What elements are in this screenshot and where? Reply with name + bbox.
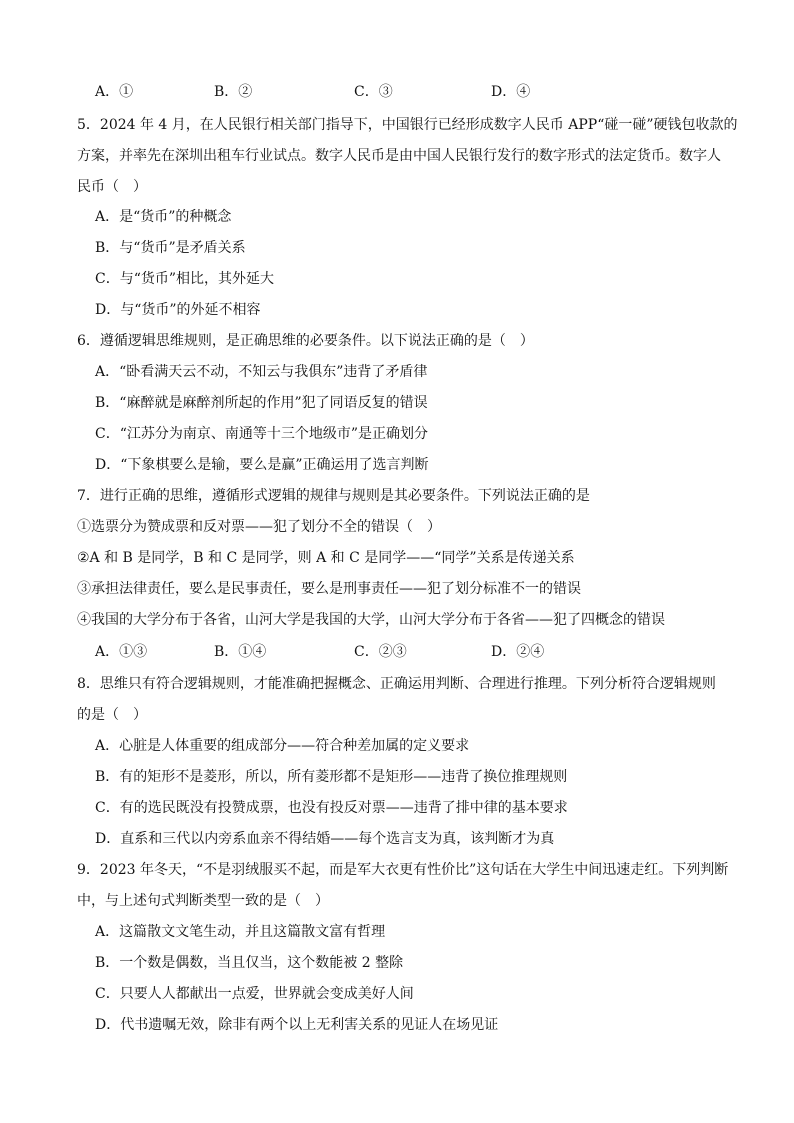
q6-option-b: B．“麻醉就是麻醉剂所起的作用”犯了同语反复的错误 — [95, 395, 428, 411]
q9-option-c: C．只要人人都献出一点爱，世界就会变成美好人间 — [95, 986, 414, 1002]
q7-statement-2: ②A 和 B 是同学，B 和 C 是同学，则 A 和 C 是同学——“同学”关系是传递关系 — [77, 550, 575, 566]
q7-option-c: C．②③ — [354, 644, 407, 660]
q5-option-b: B．与“货币”是矛盾关系 — [95, 240, 246, 256]
q4-option-b: B．② — [214, 84, 253, 100]
q7-statement-4: ④我国的大学分布于各省，山河大学是我国的大学，山河大学分布于各省——犯了四概念的错误 — [77, 612, 665, 628]
q8-option-c: C．有的选民既没有投赞成票，也没有投反对票——违背了排中律的基本要求 — [95, 800, 568, 816]
q8-option-d: D．直系和三代以内旁系血亲不得结婚——每个选言支为真，该判断才为真 — [95, 831, 555, 847]
q5-stem-line: 5．2024 年 4 月，在人民银行相关部门指导下，中国银行已经形成数字人民币 APP“碰一碰”硬钱包收款的 — [77, 117, 738, 133]
q4-option-c: C．③ — [354, 84, 393, 100]
q9-option-d: D．代书遗嘱无效，除非有两个以上无利害关系的见证人在场见证 — [95, 1017, 499, 1033]
q7-stem-line: 7．进行正确的思维，遵循形式逻辑的规律与规则是其必要条件。下列说法正确的是 — [77, 488, 590, 504]
q9-option-b: B．一个数是偶数，当且仅当，这个数能被 2 整除 — [95, 955, 404, 971]
q7-statement-1: ①选票分为赞成票和反对票——犯了划分不全的错误（ ） — [77, 519, 441, 535]
q6-stem-line: 6．遵循逻辑思维规则，是正确思维的必要条件。以下说法正确的是（ ） — [77, 333, 534, 349]
q7-option-b: B．①④ — [214, 644, 267, 660]
q7-option-d: D．②④ — [491, 644, 545, 660]
q8-stem-line: 的是（ ） — [77, 707, 147, 723]
q8-option-b: B．有的矩形不是菱形，所以，所有菱形都不是矩形——违背了换位推理规则 — [95, 769, 568, 785]
q4-option-a: A．① — [95, 84, 134, 100]
q5-option-d: D．与“货币”的外延不相容 — [95, 302, 261, 318]
q5-stem-line: 方案，并率先在深圳出租车行业试点。数字人民币是由中国人民银行发行的数字形式的法定货币。数字人 — [77, 148, 721, 164]
q6-option-a: A．“卧看满天云不动，不知云与我俱东”违背了矛盾律 — [95, 364, 428, 380]
q5-option-c: C．与“货币”相比，其外延大 — [95, 271, 275, 287]
q9-stem-line: 中，与上述句式判断类型一致的是（ ） — [77, 893, 329, 909]
q6-option-c: C．“江苏分为南京、南通等十三个地级市”是正确划分 — [95, 426, 429, 442]
q6-option-d: D．“下象棋要么是输，要么是赢”正确运用了选言判断 — [95, 457, 429, 473]
q9-option-a: A．这篇散文文笔生动，并且这篇散文富有哲理 — [95, 924, 386, 940]
q7-statement-3: ③承担法律责任，要么是民事责任，要么是刑事责任——犯了划分标准不一的错误 — [77, 581, 581, 597]
q8-option-a: A．心脏是人体重要的组成部分——符合种差加属的定义要求 — [95, 738, 470, 754]
q5-option-a: A．是“货币”的种概念 — [95, 209, 232, 225]
q7-option-a: A．①③ — [95, 644, 148, 660]
q5-stem-line: 民币（ ） — [77, 179, 147, 195]
q8-stem-line: 8．思维只有符合逻辑规则，才能准确把握概念、正确运用判断、合理进行推理。下列分析符合逻辑规则 — [77, 676, 716, 692]
q9-stem-line: 9．2023 年冬天，“不是羽绒服买不起，而是军大衣更有性价比”这句话在大学生中间迅速走红。下列判断 — [77, 862, 729, 878]
q4-option-d: D．④ — [491, 84, 531, 100]
